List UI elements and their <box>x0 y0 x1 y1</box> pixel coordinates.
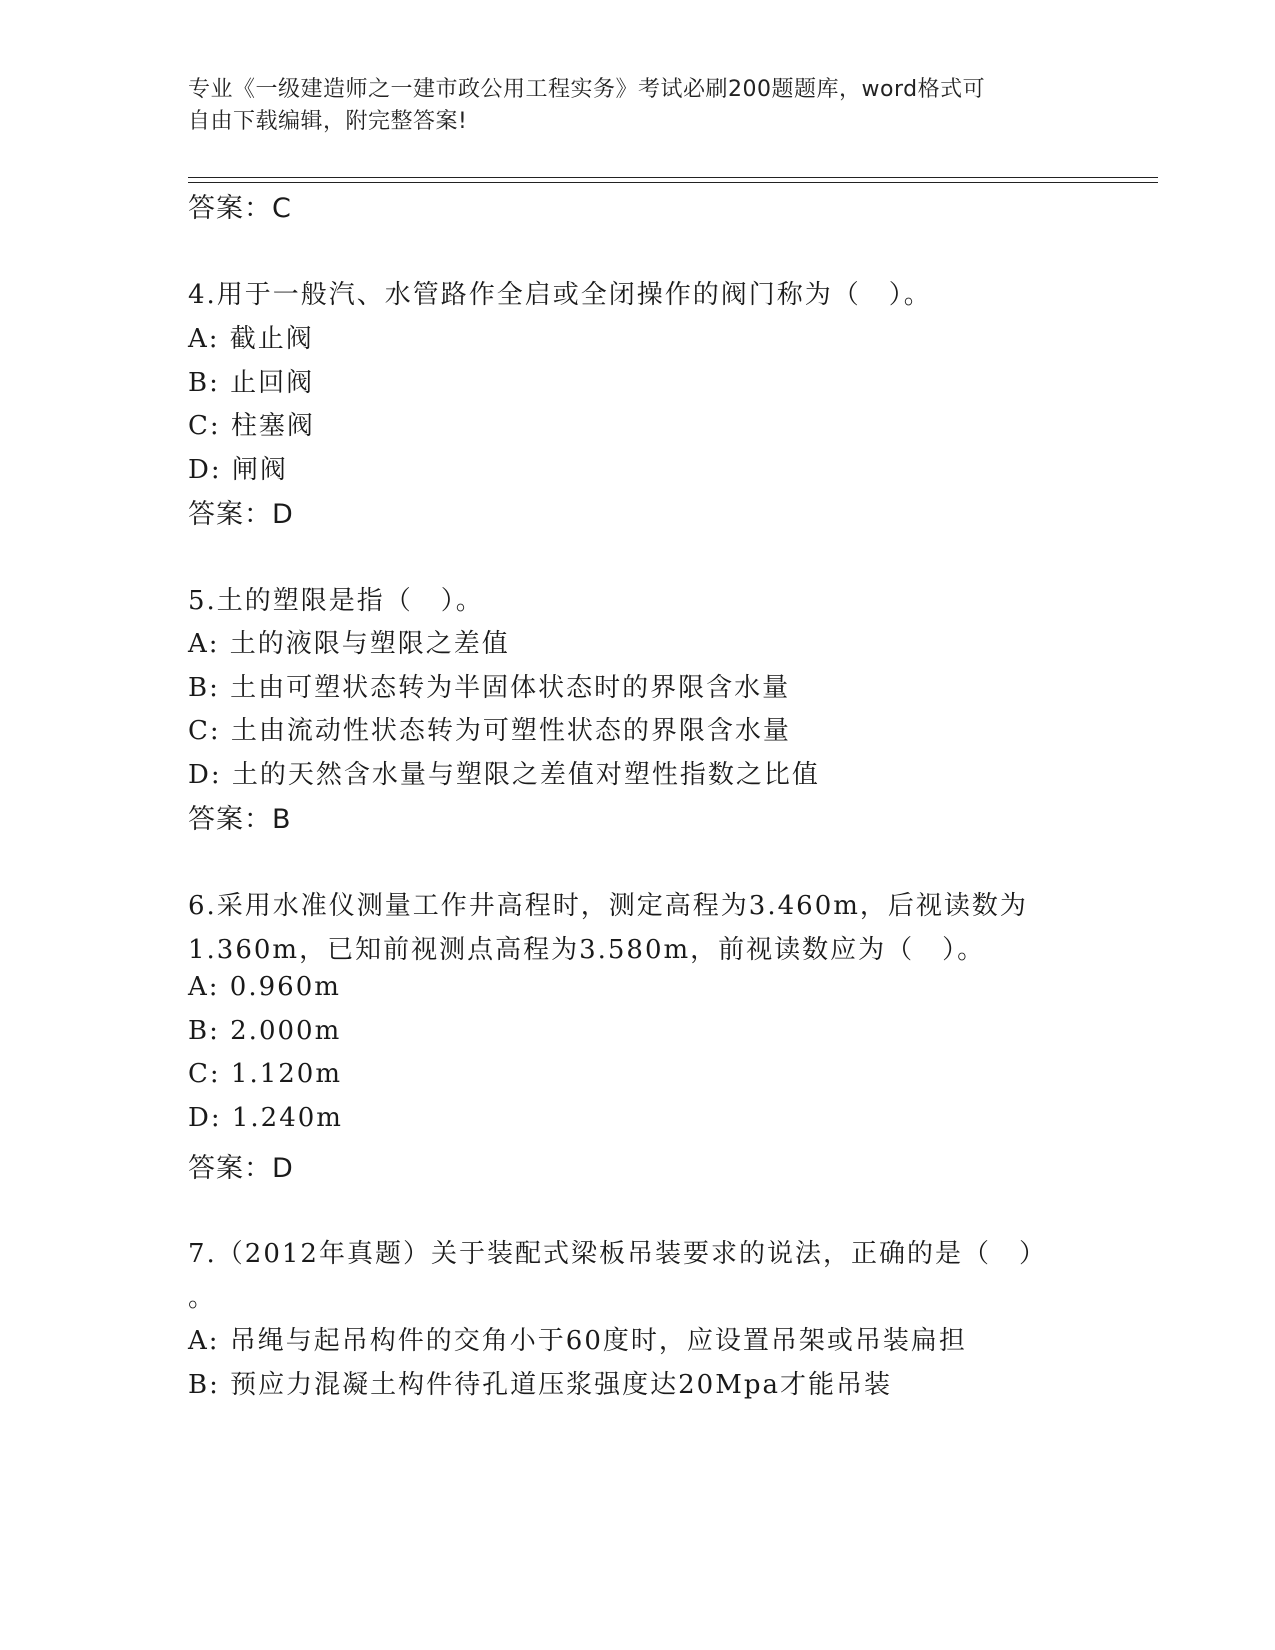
question-7-option-b: B: 预应力混凝土构件待孔道压浆强度达20Mpa才能吊装 <box>188 1370 892 1400</box>
document-header <box>188 74 1088 138</box>
question-4-option-a: A: 截止阀 <box>188 324 314 354</box>
question-4-option-c: C: 柱塞阀 <box>188 411 315 441</box>
question-6-option-d: D: 1.240m <box>188 1103 343 1133</box>
question-7-option-a: A: 吊绳与起吊构件的交角小于60度时，应设置吊架或吊装扁担 <box>188 1326 967 1356</box>
question-5-option-a: A: 土的液限与塑限之差值 <box>188 629 510 659</box>
question-7-stem-line-2: 。 <box>188 1283 217 1313</box>
question-6-stem-line-1: 6.采用水准仪测量工作井高程时，测定高程为3.460m，后视读数为 <box>188 891 1028 921</box>
header-divider-bottom <box>188 182 1158 183</box>
header-line-1: 专业《一级建造师之一建市政公用工程实务》考试必刷200题题库，word格式可 <box>188 77 986 102</box>
question-6-stem-line-2: 1.360m，已知前视测点高程为3.580m，前视读数应为（ ）。 <box>188 935 986 965</box>
question-4-stem: 4.用于一般汽、水管路作全启或全闭操作的阀门称为（ ）。 <box>188 280 932 310</box>
question-6-answer: 答案：D <box>188 1153 294 1184</box>
question-5-answer: 答案：B <box>188 804 292 835</box>
header-line-2: 自由下载编辑，附完整答案! <box>188 109 468 134</box>
question-6-option-c: C: 1.120m <box>188 1059 343 1089</box>
question-5-option-c: C: 土由流动性状态转为可塑性状态的界限含水量 <box>188 716 791 746</box>
question-5-option-b: B: 土由可塑状态转为半固体状态时的界限含水量 <box>188 673 791 703</box>
question-4-answer: 答案：D <box>188 499 294 530</box>
question-6-option-a: A: 0.960m <box>188 972 341 1002</box>
question-5-option-d: D: 土的天然含水量与塑限之差值对塑性指数之比值 <box>188 760 820 790</box>
question-4-option-d: D: 闸阀 <box>188 455 288 485</box>
question-5-stem: 5.土的塑限是指（ ）。 <box>188 586 484 616</box>
answer-previous: 答案：C <box>188 193 292 224</box>
header-divider-top <box>188 177 1158 178</box>
question-6-option-b: B: 2.000m <box>188 1016 342 1046</box>
question-4-option-b: B: 止回阀 <box>188 368 315 398</box>
question-7-stem-line-1: 7.（2012年真题）关于装配式梁板吊装要求的说法，正确的是（ ） <box>188 1239 1047 1269</box>
